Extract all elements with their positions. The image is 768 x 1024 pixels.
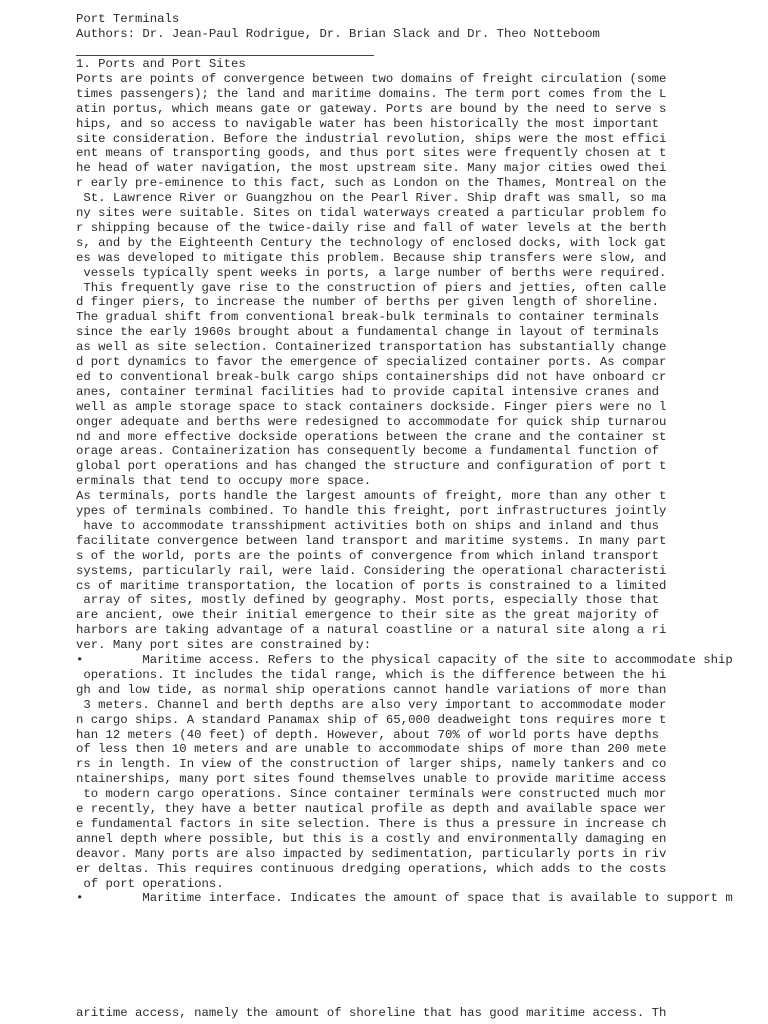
body-text-line: systems, particularly rail, were laid. Considering the operational characteristi <box>76 563 667 578</box>
body-text-line: site consideration. Before the industrial revolution, ships were the most effici <box>76 131 667 146</box>
body-text-line: nd and more effective dockside operations between the crane and the container st <box>76 429 667 444</box>
body-text-line: he head of water navigation, the most upstream site. Many major cities owed thei <box>76 161 667 176</box>
body-text-line: as well as site selection. Containerized transportation has substantially change <box>76 340 667 355</box>
body-text-line: of port operations. <box>76 876 224 891</box>
body-text-line: d port dynamics to favor the emergence of specialized container ports. As compar <box>76 355 667 369</box>
body-text-line: St. Lawrence River or Guangzhou on the Pearl River. Ship draft was small, so ma <box>76 191 667 206</box>
body-text-line: d finger piers, to increase the number of berths per given length of shoreline. <box>76 295 659 310</box>
body-text-line: ny sites were suitable. Sites on tidal waterways created a particular problem fo <box>76 206 667 220</box>
body-text-line: er deltas. This requires continuous dredging operations, which adds to the costs <box>76 861 667 876</box>
body-text-line: times passengers); the land and maritime domains. The term port comes from the L <box>76 86 667 101</box>
body-text-line: atin portus, which means gate or gateway. Ports are bound by the need to serve s <box>76 101 667 116</box>
body-text-line: r shipping because of the twice-daily rise and fall of water levels at the berth <box>76 220 667 235</box>
body-text-line: rs in length. In view of the construction of larger ships, namely tankers and co <box>76 757 667 772</box>
body-text-line: gh and low tide, as normal ship operations cannot handle variations of more than <box>76 682 667 697</box>
body-text-line: of less then 10 meters and are unable to accommodate ships of more than 200 mete <box>76 742 667 757</box>
body-text-line: ver. Many port sites are constrained by: <box>76 638 372 653</box>
body-text-line: Ports are points of convergence between two domains of freight circulation (some <box>76 71 667 86</box>
body-text-line: n cargo ships. A standard Panamax ship of 65,000 deadweight tons requires more t <box>76 712 667 727</box>
body-text-line: ntainerships, many port sites found themselves unable to provide maritime access <box>76 772 667 787</box>
body-text-line: harbors are taking advantage of a natural coastline or a natural site along a ri <box>76 623 667 638</box>
page-continuation-line: aritime access, namely the amount of shoreline that has good maritime access. Th <box>76 1006 667 1020</box>
body-text-line: • Maritime access. Refers to the physical capacity of the site to accommodate ship <box>76 653 733 667</box>
section-heading: 1. Ports and Port Sites <box>76 57 246 71</box>
body-text-line: facilitate convergence between land transport and maritime systems. In many part <box>76 533 667 548</box>
body-text-line: As terminals, ports handle the largest amounts of freight, more than any other t <box>76 489 667 504</box>
body-text-line: s, and by the Eighteenth Century the technology of enclosed docks, with lock gat <box>76 235 667 250</box>
body-text-line: are ancient, owe their initial emergence to their site as the great majority of <box>76 608 659 623</box>
document-title: Port Terminals <box>76 12 180 26</box>
body-text-line: since the early 1960s brought about a fundamental change in layout of terminals <box>76 325 659 340</box>
body-text-line: well as ample storage space to stack containers dockside. Finger piers were no l <box>76 399 667 414</box>
body-text-line: The gradual shift from conventional break-bulk terminals to container terminals <box>76 310 659 325</box>
body-text-line: r early pre-eminence to this fact, such as London on the Thames, Montreal on the <box>76 176 667 191</box>
body-text-line: annel depth where possible, but this is a costly and environmentally damaging en <box>76 831 667 846</box>
body-text-line: ed to conventional break-bulk cargo ships containerships did not have onboard cr <box>76 369 667 384</box>
body-text-line: This frequently gave rise to the construction of piers and jetties, often calle <box>76 280 667 295</box>
body-text-line: ent means of transporting goods, and thus port sites were frequently chosen at t <box>76 146 667 161</box>
body-text-line: operations. It includes the tidal range, which is the difference between the hi <box>76 667 667 682</box>
body-text-line: 3 meters. Channel and berth depths are also very important to accommodate moder <box>76 697 667 712</box>
body-text-line: onger adequate and berths were redesigned to accommodate for quick ship turnarou <box>76 414 667 429</box>
document-authors: Authors: Dr. Jean-Paul Rodrigue, Dr. Brian Slack and Dr. Theo Notteboom <box>76 27 600 41</box>
body-text-line: e fundamental factors in site selection. There is thus a pressure in increase ch <box>76 816 667 831</box>
body-text-line: anes, container terminal facilities had to provide capital intensive cranes and <box>76 384 659 399</box>
body-text-line: cs of maritime transportation, the location of ports is constrained to a limited <box>76 578 667 593</box>
body-text-line: hips, and so access to navigable water has been historically the most important <box>76 116 659 131</box>
body-text-line: orage areas. Containerization has consequently become a fundamental function of <box>76 444 659 459</box>
header-divider <box>76 55 374 56</box>
body-text-line: • Maritime interface. Indicates the amount of space that is available to support m <box>76 891 733 906</box>
body-text-line: global port operations and has changed the structure and configuration of port t <box>76 459 667 474</box>
body-text-line: deavor. Many ports are also impacted by sedimentation, particularly ports in riv <box>76 846 667 861</box>
body-text-line: e recently, they have a better nautical profile as depth and available space wer <box>76 802 667 816</box>
body-text-line: have to accommodate transshipment activities both on ships and inland and thus <box>76 518 659 533</box>
body-text-line: to modern cargo operations. Since container terminals were constructed much mor <box>76 787 667 802</box>
body-text-line: vessels typically spent weeks in ports, a large number of berths were required. <box>76 265 667 280</box>
body-text-line: ypes of terminals combined. To handle this freight, port infrastructures jointly <box>76 504 667 518</box>
body-text-line: es was developed to mitigate this problem. Because ship transfers were slow, and <box>76 250 667 265</box>
body-text-line: array of sites, mostly defined by geography. Most ports, especially those that <box>76 593 659 608</box>
body-text-line: han 12 meters (40 feet) of depth. However, about 70% of world ports have depths <box>76 727 659 742</box>
body-text-line: s of the world, ports are the points of convergence from which inland transport <box>76 548 659 563</box>
body-text-line: erminals that tend to occupy more space. <box>76 474 372 489</box>
